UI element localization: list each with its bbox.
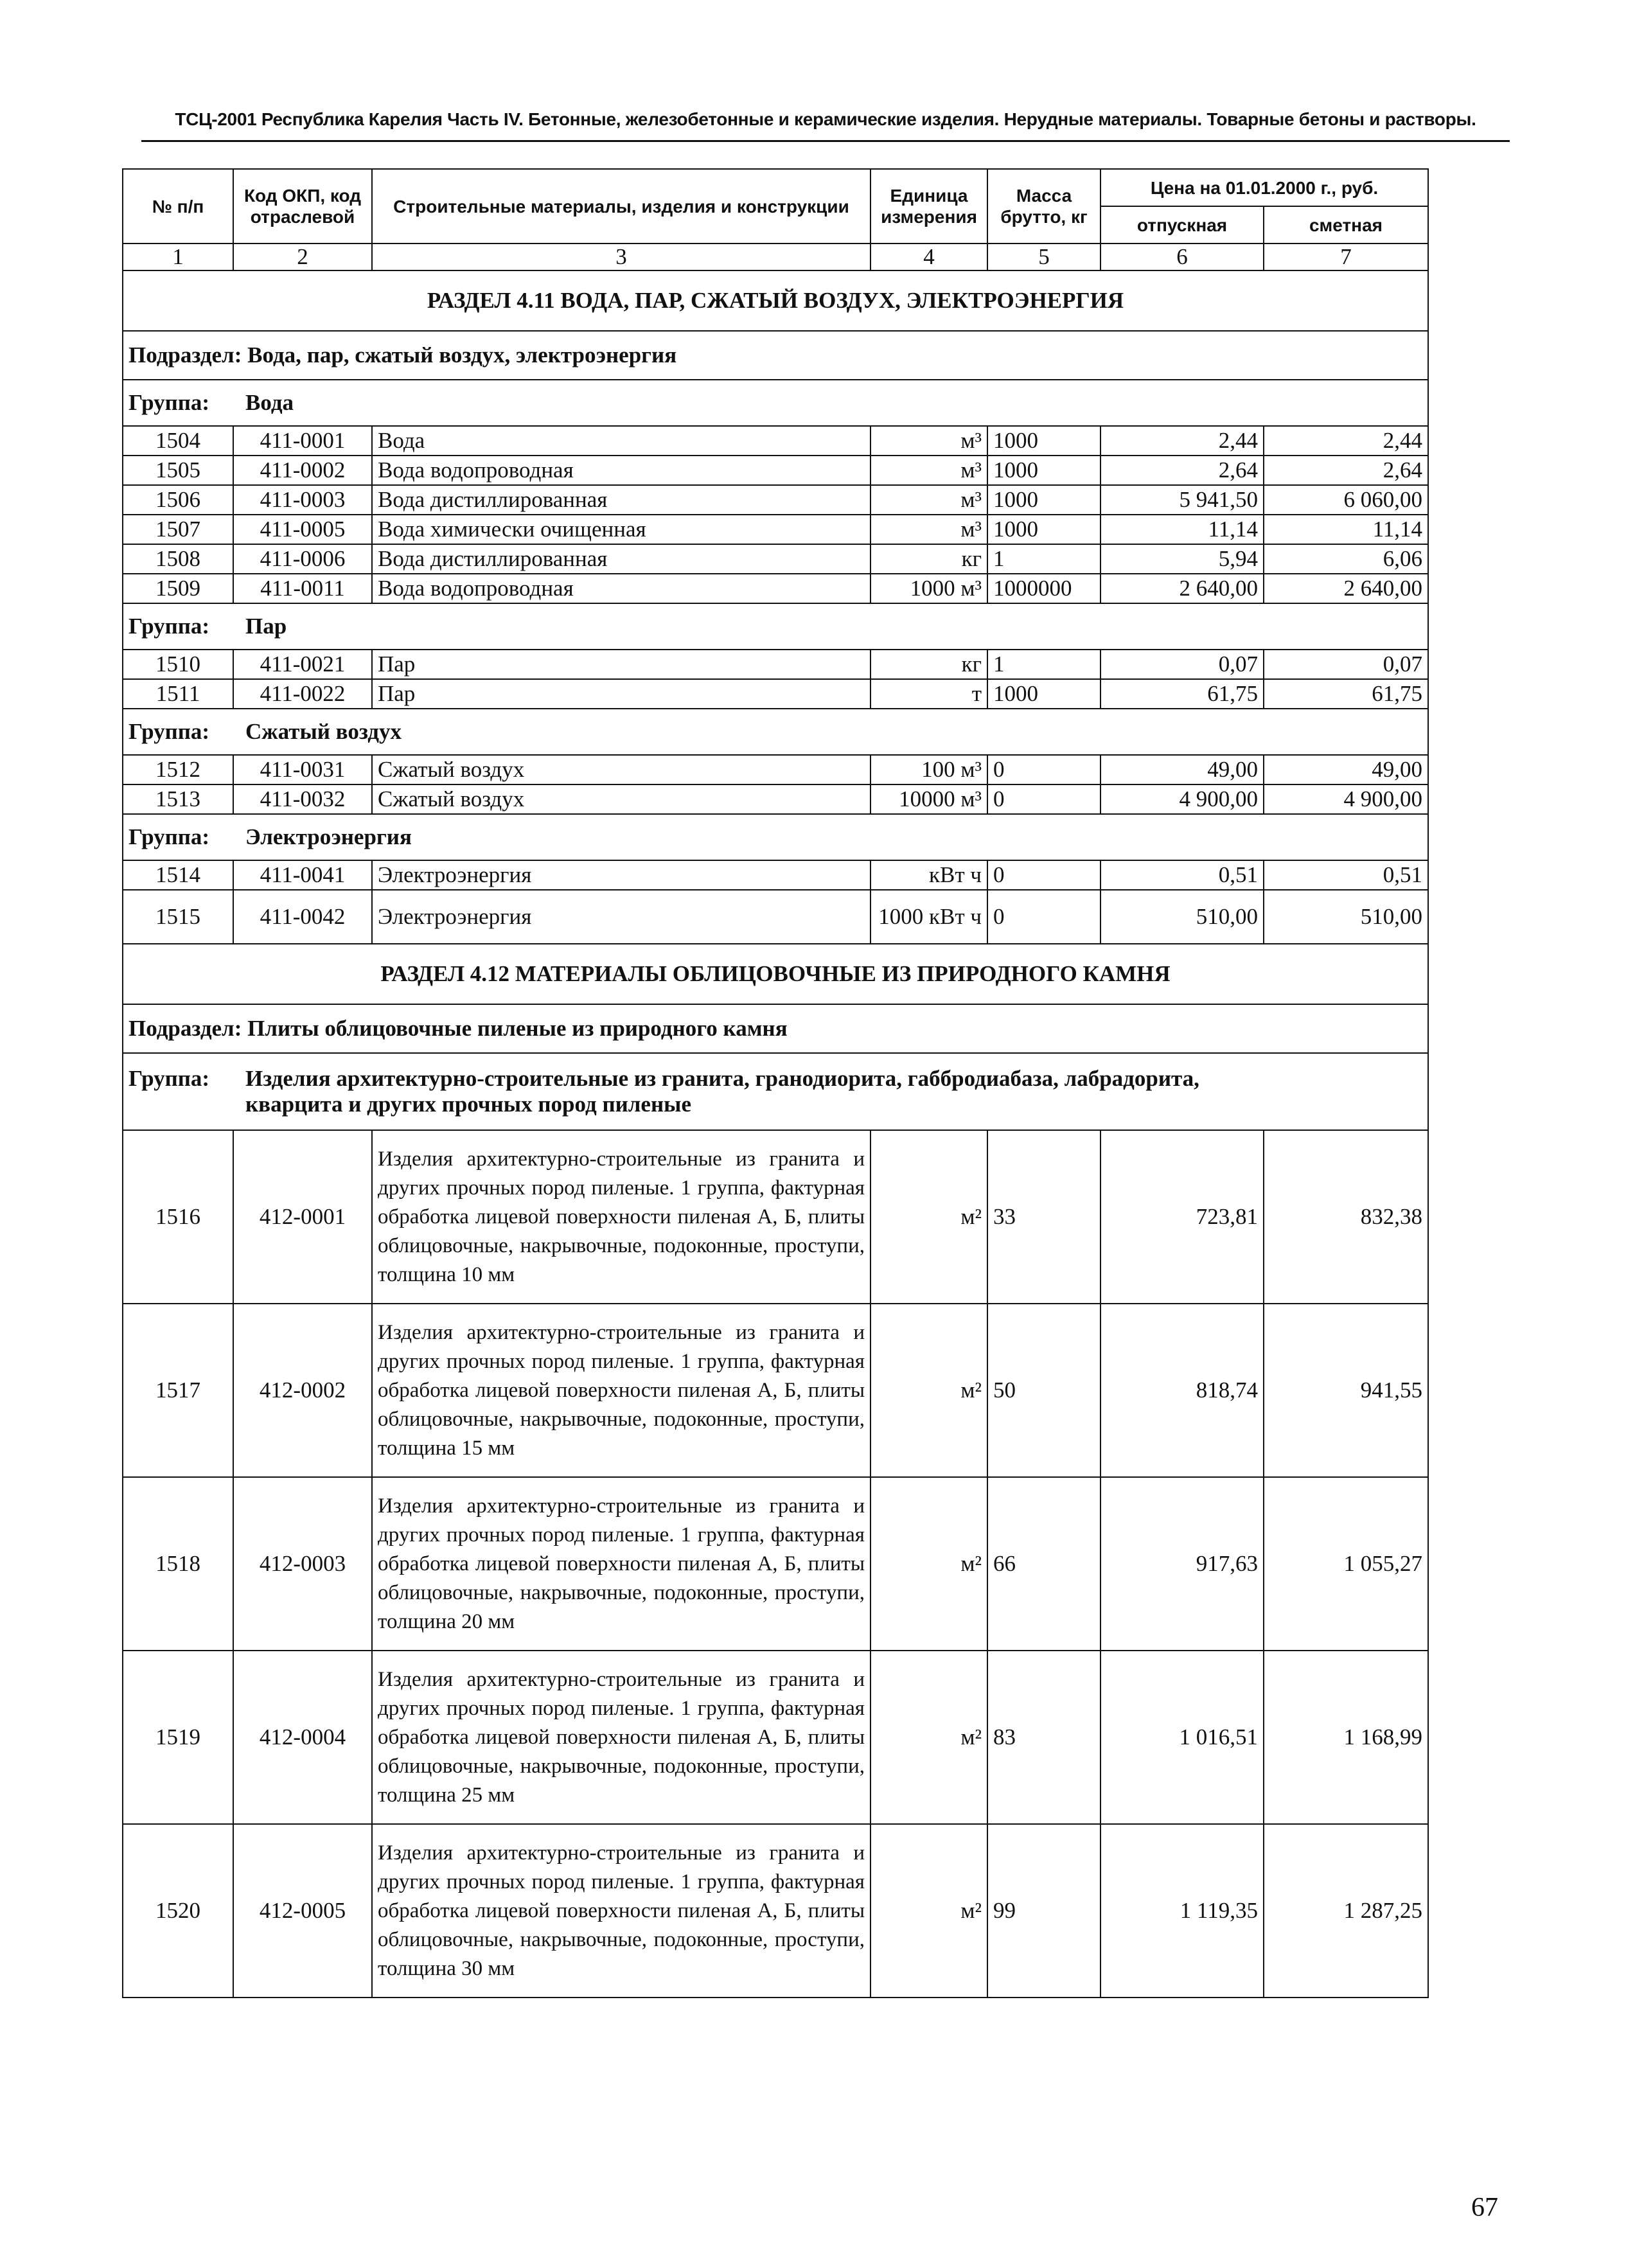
row-mass: 83 (987, 1651, 1100, 1824)
row-price: 2,64 (1100, 456, 1264, 485)
header-unit: Единица измерения (871, 169, 987, 244)
row-unit: м³ (871, 426, 987, 456)
row-price: 510,00 (1100, 890, 1264, 944)
row-price: 49,00 (1100, 755, 1264, 784)
row-estimate: 0,07 (1264, 650, 1428, 679)
row-number: 1509 (123, 574, 233, 603)
row-unit: 1000 кВт ч (871, 890, 987, 944)
header-mass: Масса брутто, кг (987, 169, 1100, 244)
row-unit: м² (871, 1477, 987, 1651)
table-header-row (123, 169, 1428, 206)
row-code: 412-0002 (233, 1304, 372, 1477)
group-title (123, 380, 1428, 426)
row-number: 1504 (123, 426, 233, 456)
row-estimate: 2,44 (1264, 426, 1428, 456)
row-estimate: 49,00 (1264, 755, 1428, 784)
row-mass: 0 (987, 755, 1100, 784)
row-name: Вода химически очищенная (372, 515, 871, 544)
row-mass: 1000 (987, 485, 1100, 515)
row-code: 412-0003 (233, 1477, 372, 1651)
row-name: Изделия архитектурно-строительные из гранита и других прочных пород пиленые. 1 группа, фактурная обработка лицевой поверхности пиленая А, Б, плиты облицовочные, накрывочные, подоконные, проступи, толщина 25 мм (372, 1651, 871, 1824)
row-estimate: 11,14 (1264, 515, 1428, 544)
row-name: Вода водопроводная (372, 456, 871, 485)
row-unit: т (871, 679, 987, 709)
subsection-title (123, 331, 1428, 380)
row-code: 412-0005 (233, 1824, 372, 1998)
row-estimate: 832,38 (1264, 1130, 1428, 1304)
table-row (123, 1651, 1428, 1824)
row-name: Сжатый воздух (372, 755, 871, 784)
table-row (123, 860, 1428, 890)
row-code: 411-0022 (233, 679, 372, 709)
row-number: 1506 (123, 485, 233, 515)
row-name: Изделия архитектурно-строительные из гранита и других прочных пород пиленые. 1 группа, фактурная обработка лицевой поверхности пиленая А, Б, плиты облицовочные, накрывочные, подоконные, проступи, толщина 30 мм (372, 1824, 871, 1998)
row-number: 1512 (123, 755, 233, 784)
row-estimate: 4 900,00 (1264, 784, 1428, 814)
row-price: 1 016,51 (1100, 1651, 1264, 1824)
group-name: Сжатый воздух (245, 719, 402, 744)
row-estimate: 1 055,27 (1264, 1477, 1428, 1651)
row-price: 818,74 (1100, 1304, 1264, 1477)
row-estimate: 2 640,00 (1264, 574, 1428, 603)
row-mass: 66 (987, 1477, 1100, 1651)
row-name: Вода водопроводная (372, 574, 871, 603)
row-number: 1514 (123, 860, 233, 890)
row-unit: м² (871, 1304, 987, 1477)
section-412-row (123, 944, 1428, 1004)
row-unit: м² (871, 1824, 987, 1998)
row-name: Электроэнергия (372, 890, 871, 944)
row-price: 1 119,35 (1100, 1824, 1264, 1998)
table-row (123, 456, 1428, 485)
table-row (123, 426, 1428, 456)
header-rule (141, 140, 1510, 142)
row-name: Сжатый воздух (372, 784, 871, 814)
row-estimate: 0,51 (1264, 860, 1428, 890)
row-number: 1517 (123, 1304, 233, 1477)
group-name: Пар (245, 614, 287, 639)
group-row (123, 380, 1428, 426)
row-number: 1516 (123, 1130, 233, 1304)
row-price: 11,14 (1100, 515, 1264, 544)
row-unit: 100 м³ (871, 755, 987, 784)
row-code: 411-0032 (233, 784, 372, 814)
row-number: 1515 (123, 890, 233, 944)
header-estimate: сметная (1264, 206, 1428, 244)
row-mass: 0 (987, 890, 1100, 944)
group-title (123, 709, 1428, 755)
column-number: 3 (372, 244, 871, 270)
row-name: Изделия архитектурно-строительные из гранита и других прочных пород пиленые. 1 группа, фактурная обработка лицевой поверхности пиленая А, Б, плиты облицовочные, накрывочные, подоконные, проступи, толщина 10 мм (372, 1130, 871, 1304)
subsection-name: Плиты облицовочные пиленые из природного камня (247, 1016, 788, 1041)
table-row (123, 574, 1428, 603)
row-name: Пар (372, 679, 871, 709)
row-name: Изделия архитектурно-строительные из гранита и других прочных пород пиленые. 1 группа, фактурная обработка лицевой поверхности пиленая А, Б, плиты облицовочные, накрывочные, подоконные, проступи, толщина 20 мм (372, 1477, 871, 1651)
row-name: Вода (372, 426, 871, 456)
row-price: 4 900,00 (1100, 784, 1264, 814)
row-price: 5,94 (1100, 544, 1264, 574)
subsection-prefix: Подраздел: (128, 1016, 242, 1041)
group-row (123, 709, 1428, 755)
row-mass: 1000 (987, 679, 1100, 709)
row-unit: кг (871, 650, 987, 679)
row-number: 1518 (123, 1477, 233, 1651)
row-code: 411-0031 (233, 755, 372, 784)
group-name: Вода (245, 390, 294, 415)
table-row (123, 485, 1428, 515)
row-number: 1511 (123, 679, 233, 709)
row-code: 411-0011 (233, 574, 372, 603)
column-numbers-row (123, 244, 1428, 270)
group-prefix: Группа: (128, 614, 210, 639)
row-estimate: 6 060,00 (1264, 485, 1428, 515)
row-price: 917,63 (1100, 1477, 1264, 1651)
row-code: 412-0001 (233, 1130, 372, 1304)
group-prefix: Группа: (128, 1066, 210, 1091)
row-price: 0,51 (1100, 860, 1264, 890)
subsection-title (123, 1004, 1428, 1053)
group-row (123, 603, 1428, 650)
section-title: РАЗДЕЛ 4.12 МАТЕРИАЛЫ ОБЛИЦОВОЧНЫЕ ИЗ ПРИРОДНОГО КАМНЯ (123, 944, 1428, 1004)
row-number: 1507 (123, 515, 233, 544)
row-number: 1513 (123, 784, 233, 814)
row-estimate: 2,64 (1264, 456, 1428, 485)
table-row (123, 679, 1428, 709)
row-estimate: 61,75 (1264, 679, 1428, 709)
row-price: 723,81 (1100, 1130, 1264, 1304)
table-row (123, 1477, 1428, 1651)
row-estimate: 6,06 (1264, 544, 1428, 574)
row-unit: м² (871, 1651, 987, 1824)
header-price-group: Цена на 01.01.2000 г., руб. (1100, 169, 1428, 206)
row-number: 1505 (123, 456, 233, 485)
row-code: 411-0005 (233, 515, 372, 544)
section-411-row (123, 270, 1428, 331)
row-number: 1508 (123, 544, 233, 574)
table-row (123, 890, 1428, 944)
group-name: Электроэнергия (245, 824, 412, 849)
table-row (123, 515, 1428, 544)
table-row (123, 784, 1428, 814)
price-table (122, 168, 1429, 1998)
group-row (123, 1053, 1428, 1130)
row-unit: кг (871, 544, 987, 574)
row-name: Электроэнергия (372, 860, 871, 890)
subsection-name: Вода, пар, сжатый воздух, электроэнергия (247, 342, 677, 368)
row-price: 0,07 (1100, 650, 1264, 679)
row-price: 61,75 (1100, 679, 1264, 709)
group-row (123, 814, 1428, 860)
row-code: 411-0021 (233, 650, 372, 679)
row-estimate: 1 168,99 (1264, 1651, 1428, 1824)
row-estimate: 941,55 (1264, 1304, 1428, 1477)
header-code: Код ОКП, код отраслевой (233, 169, 372, 244)
row-unit: кВт ч (871, 860, 987, 890)
table-row (123, 650, 1428, 679)
row-name: Изделия архитектурно-строительные из гранита и других прочных пород пиленые. 1 группа, фактурная обработка лицевой поверхности пиленая А, Б, плиты облицовочные, накрывочные, подоконные, проступи, толщина 15 мм (372, 1304, 871, 1477)
row-mass: 1 (987, 650, 1100, 679)
row-unit: 1000 м³ (871, 574, 987, 603)
row-price: 2,44 (1100, 426, 1264, 456)
row-code: 411-0041 (233, 860, 372, 890)
group-title (123, 814, 1428, 860)
header-num: № п/п (123, 169, 233, 244)
group-name: Изделия архитектурно-строительные из гранита, гранодиорита, габбродиабаза, лабрадорита, кварцита и других прочных пород пиленые (245, 1066, 1199, 1117)
table-body (123, 270, 1428, 1998)
subsection-prefix: Подраздел: (128, 342, 242, 368)
header-price: отпускная (1100, 206, 1264, 244)
table-row (123, 1824, 1428, 1998)
row-unit: м³ (871, 456, 987, 485)
column-number: 6 (1100, 244, 1264, 270)
row-number: 1510 (123, 650, 233, 679)
row-mass: 1 (987, 544, 1100, 574)
row-code: 411-0002 (233, 456, 372, 485)
subsection-row (123, 1004, 1428, 1053)
row-mass: 0 (987, 784, 1100, 814)
row-mass: 1000 (987, 426, 1100, 456)
row-code: 411-0006 (233, 544, 372, 574)
row-unit: 10000 м³ (871, 784, 987, 814)
row-name: Пар (372, 650, 871, 679)
row-mass: 33 (987, 1130, 1100, 1304)
row-name: Вода дистиллированная (372, 544, 871, 574)
row-price: 2 640,00 (1100, 574, 1264, 603)
row-unit: м³ (871, 515, 987, 544)
subsection-row (123, 331, 1428, 380)
table-row (123, 544, 1428, 574)
row-estimate: 1 287,25 (1264, 1824, 1428, 1998)
row-price: 5 941,50 (1100, 485, 1264, 515)
group-prefix: Группа: (128, 719, 210, 744)
row-mass: 1000 (987, 456, 1100, 485)
row-mass: 1000000 (987, 574, 1100, 603)
row-name: Вода дистиллированная (372, 485, 871, 515)
row-number: 1519 (123, 1651, 233, 1824)
column-number: 7 (1264, 244, 1428, 270)
row-unit: м² (871, 1130, 987, 1304)
page-number: 67 (1471, 2193, 1498, 2222)
group-prefix: Группа: (128, 824, 210, 849)
table-row (123, 1304, 1428, 1477)
row-code: 411-0042 (233, 890, 372, 944)
running-header: ТСЦ-2001 Республика Карелия Часть IV. Бетонные, железобетонные и керамические изделия. Нерудные материалы. Товарные бетоны и растворы. (175, 109, 1476, 129)
row-mass: 0 (987, 860, 1100, 890)
section-title: РАЗДЕЛ 4.11 ВОДА, ПАР, СЖАТЫЙ ВОЗДУХ, ЭЛЕКТРОЭНЕРГИЯ (123, 270, 1428, 331)
row-code: 412-0004 (233, 1651, 372, 1824)
row-mass: 99 (987, 1824, 1100, 1998)
group-title (123, 1053, 1428, 1130)
table-row (123, 755, 1428, 784)
column-number: 4 (871, 244, 987, 270)
row-code: 411-0003 (233, 485, 372, 515)
header-name: Строительные материалы, изделия и конструкции (372, 169, 871, 244)
group-title (123, 603, 1428, 650)
row-unit: м³ (871, 485, 987, 515)
column-number: 1 (123, 244, 233, 270)
table-row (123, 1130, 1428, 1304)
row-estimate: 510,00 (1264, 890, 1428, 944)
column-number: 5 (987, 244, 1100, 270)
row-mass: 50 (987, 1304, 1100, 1477)
row-mass: 1000 (987, 515, 1100, 544)
row-number: 1520 (123, 1824, 233, 1998)
row-code: 411-0001 (233, 426, 372, 456)
column-number: 2 (233, 244, 372, 270)
group-prefix: Группа: (128, 390, 210, 415)
